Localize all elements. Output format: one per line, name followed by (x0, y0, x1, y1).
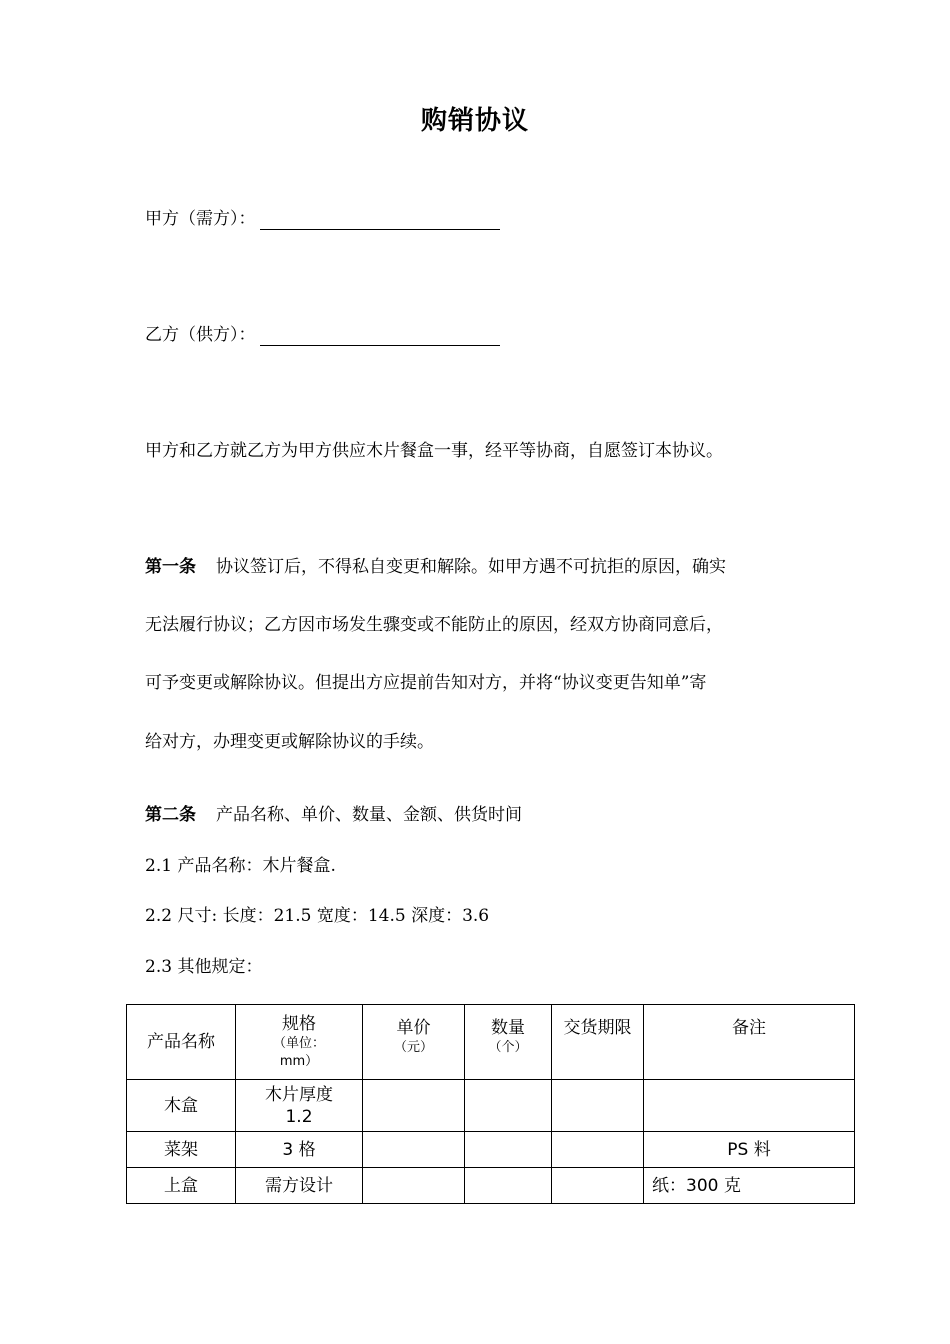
party-a-label: 甲方（需方）： (145, 209, 256, 229)
header-spec-unit-b: mm） (279, 1054, 319, 1069)
row3-delivery[interactable] (552, 1168, 644, 1204)
row1-spec (236, 1080, 363, 1132)
article1-line-2: 无法履行协议；乙方因市场发生骤变或不能防止的原因，经双方协商同意后， (145, 615, 723, 635)
article2-item-3: 2.3 其他规定： (145, 957, 263, 977)
party-b-label: 乙方（供方）： (145, 325, 256, 345)
article1-line-1 (145, 556, 726, 578)
row2-name: 菜架 (127, 1132, 236, 1168)
intro-paragraph: 甲方和乙方就乙方为甲方供应木片餐盒一事，经平等协商，自愿签订本协议。 (145, 441, 723, 461)
article1-line-4: 给对方，办理变更或解除协议的手续。 (145, 732, 434, 752)
header-spec-unit-a: （单位： (272, 1036, 325, 1051)
header-qty-label: 数量 (491, 1018, 525, 1038)
row2-spec: 3 格 (236, 1132, 363, 1168)
header-spec-label: 规格 (282, 1014, 316, 1034)
article2-line (145, 804, 522, 826)
document-title: 购销协议 (420, 106, 529, 136)
article2-item-2: 2.2 尺寸: 长度：21.5 宽度：14.5 深度：3.6 (145, 906, 490, 926)
header-price-unit: （元） (393, 1040, 433, 1055)
row1-price[interactable] (363, 1080, 465, 1132)
table-row (127, 1168, 855, 1204)
article2-text: 产品名称、单价、数量、金额、供货时间 (216, 805, 522, 825)
row3-name: 上盒 (127, 1168, 236, 1204)
header-spec (236, 1005, 363, 1080)
row1-delivery[interactable] (552, 1080, 644, 1132)
row3-remark: 纸：300 克 (644, 1168, 855, 1204)
article1-text-1: 协议签订后，不得私自变更和解除。如甲方遇不可抗拒的原因，确实 (216, 557, 726, 577)
header-name: 产品名称 (127, 1005, 236, 1080)
header-qty-unit: （个） (488, 1040, 528, 1055)
row3-spec: 需方设计 (236, 1168, 363, 1204)
header-delivery: 交货期限 (552, 1005, 644, 1080)
article1-heading: 第一条 (145, 557, 196, 577)
row2-delivery[interactable] (552, 1132, 644, 1168)
article1-line-3: 可予变更或解除协议。但提出方应提前告知对方，并将“协议变更告知单”寄 (145, 673, 707, 693)
header-price-label: 单价 (396, 1018, 431, 1038)
table-header-row (127, 1005, 855, 1080)
header-qty (465, 1005, 552, 1080)
product-table (126, 1004, 855, 1204)
row2-remark: PS 料 (644, 1132, 855, 1168)
row1-name: 木盒 (127, 1080, 236, 1132)
article2-item-1: 2.1 产品名称：木片餐盒. (145, 856, 336, 876)
row1-spec-value: 1.2 (285, 1106, 313, 1127)
row2-price[interactable] (363, 1132, 465, 1168)
row2-qty[interactable] (465, 1132, 552, 1168)
row3-qty[interactable] (465, 1168, 552, 1204)
party-b-line (145, 324, 500, 346)
header-remarks: 备注 (644, 1005, 855, 1080)
row1-spec-label: 木片厚度 (265, 1084, 333, 1105)
table-row (127, 1132, 855, 1168)
row1-qty[interactable] (465, 1080, 552, 1132)
header-price (363, 1005, 465, 1080)
row1-remark (644, 1080, 855, 1132)
article2-heading: 第二条 (145, 805, 196, 825)
table-row (127, 1080, 855, 1132)
party-b-blank[interactable] (260, 325, 500, 346)
row3-price[interactable] (363, 1168, 465, 1204)
party-a-blank[interactable] (260, 209, 500, 230)
party-a-line (145, 208, 500, 230)
